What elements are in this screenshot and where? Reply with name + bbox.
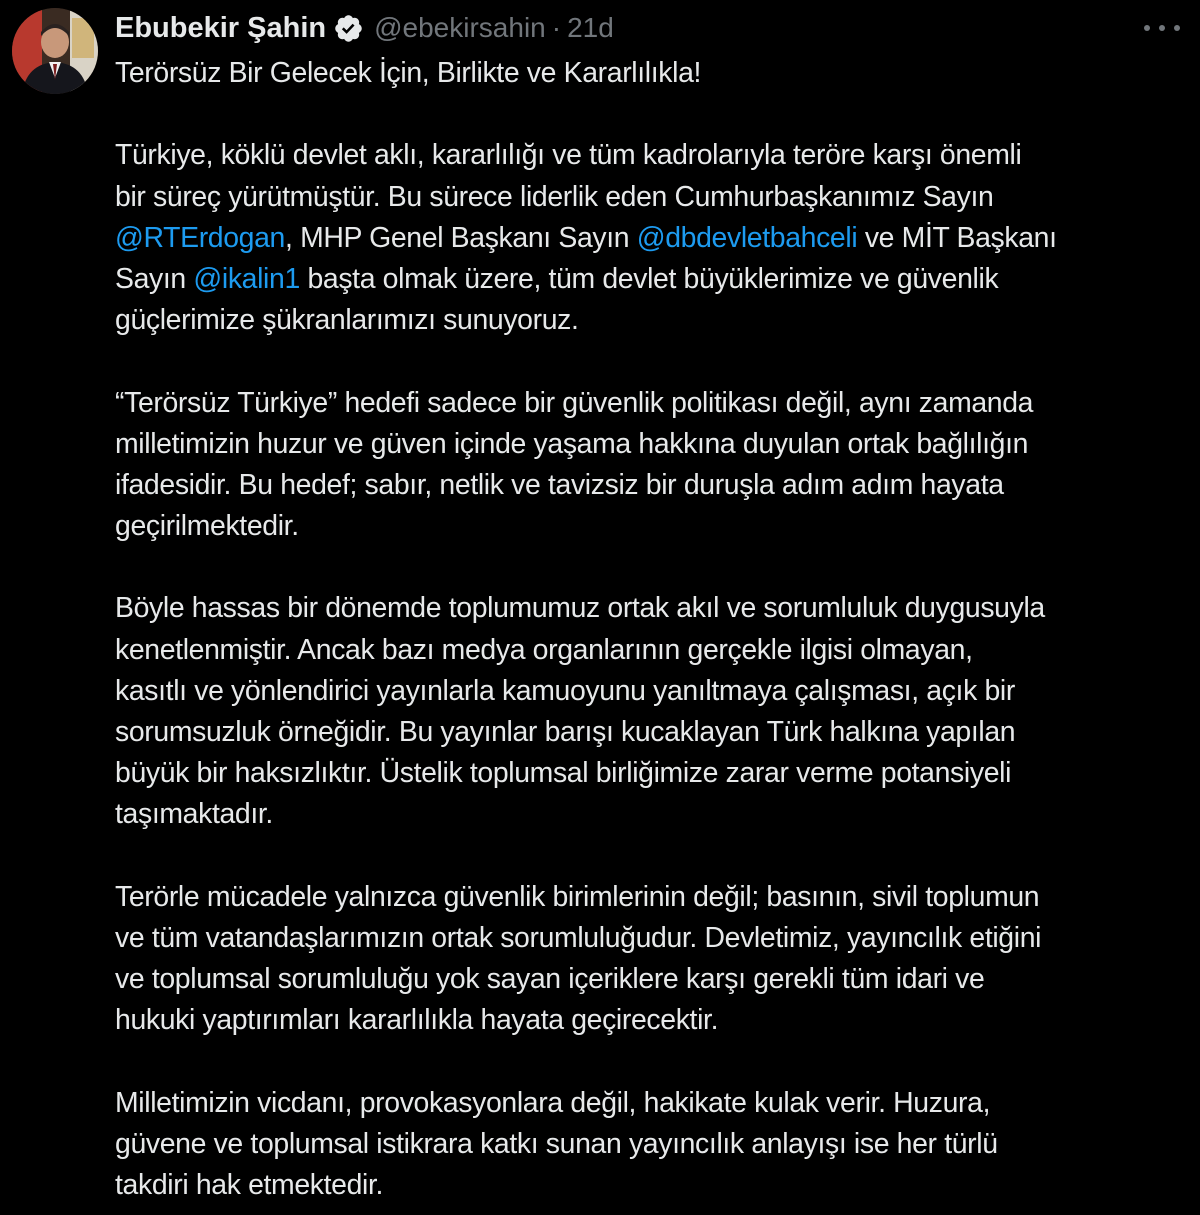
more-options-icon[interactable] (1144, 14, 1180, 42)
tweet-line: kasıtlı ve yönlendirici yayınlarla kamuoyunu yanıltmaya çalışması, açık bir (115, 674, 1015, 707)
tweet-line: ve tüm vatandaşlarımızın ortak sorumluluğudur. Devletimiz, yayıncılık etiğini (115, 921, 1042, 954)
tweet-line: büyük bir haksızlıktır. Üstelik toplumsal birliğimize zarar verme potansiyeli (115, 757, 1012, 790)
tweet-line: güçlerimize şükranlarımızı sunuyoruz. (115, 304, 579, 337)
tweet-line (115, 218, 1200, 259)
tweet-line: sorumsuzluk örneğidir. Bu yayınlar barışı kucaklayan Türk halkına yapılan (115, 716, 1016, 748)
tweet-text-fragment: , MHP Genel Başkanı Sayın (285, 221, 637, 254)
tweet-line: Böyle hassas bir dönemde toplumumuz ortak akıl ve sorumluluk duygusuyla (115, 592, 1045, 625)
verified-badge-icon (333, 13, 364, 44)
tweet-text-fragment: başta olmak üzere, tüm devlet büyüklerimize ve güvenlik (299, 262, 999, 295)
tweet-line: Terörle mücadele yalnızca güvenlik birimlerinin değil; basının, sivil toplumun (115, 880, 1040, 913)
author-handle[interactable]: @ebekirsahin (374, 12, 546, 43)
author-avatar[interactable] (12, 8, 98, 94)
tweet-line (115, 259, 1200, 300)
tweet-line: ifadesidir. Bu hedef; sabır, netlik ve tavizsiz bir duruşla adım adım hayata (115, 468, 1004, 501)
tweet-line: taşımaktadır. (115, 798, 273, 831)
tweet-line: “Terörsüz Türkiye” hedefi sadece bir güvenlik politikası değil, aynı zamanda (115, 386, 1034, 419)
more-dot (1144, 25, 1150, 31)
mention-link[interactable]: @dbdevletbahceli (636, 221, 858, 254)
tweet-header (115, 8, 614, 48)
tweet-line: Milletimizin vicdanı, provokasyonlara değil, hakikate kulak verir. Huzura, (115, 1086, 991, 1119)
tweet-line: takdiri hak etmektedir. (115, 1169, 384, 1202)
tweet-line: geçirilmektedir. (115, 510, 299, 543)
more-dot (1159, 25, 1165, 31)
profile-photo-icon (12, 8, 98, 94)
tweet-line: bir süreç yürütmüştür. Bu sürece liderlik eden Cumhurbaşkanımız Sayın (115, 180, 994, 213)
tweet-line: hukuki yaptırımları kararlılıkla hayata geçirecektir. (115, 1004, 719, 1037)
tweet-line: güvene ve toplumsal istikrara katkı sunan yayıncılık anlayışı ise her türlü (115, 1127, 998, 1160)
tweet-line: ve toplumsal sorumluluğu yok sayan içeriklere karşı gerekli tüm idari ve (115, 963, 985, 996)
tweet-text-fragment: Sayın (115, 262, 194, 295)
header-separator: · (551, 12, 562, 43)
tweet-line: Türkiye, köklü devlet aklı, kararlılığı ve tüm kadrolarıyla teröre karşı önemli (115, 139, 1022, 172)
tweet-text (115, 53, 1200, 1206)
more-dot (1174, 25, 1180, 31)
tweet-text-fragment: ve MİT Başkanı (857, 221, 1057, 254)
tweet-title-line: Terörsüz Bir Gelecek İçin, Birlikte ve Kararlılıkla! (115, 57, 702, 89)
author-display-name[interactable]: Ebubekir Şahin (115, 11, 327, 44)
tweet-timestamp[interactable]: 21d (567, 12, 614, 43)
mention-link[interactable]: @RTErdogan (115, 221, 285, 254)
tweet-line: milletimizin huzur ve güven içinde yaşama hakkına duyulan ortak bağlılığın (115, 427, 1029, 460)
tweet-line: kenetlenmiştir. Ancak bazı medya organlarının gerçekle ilgisi olmayan, (115, 633, 973, 666)
mention-link[interactable]: @ikalin1 (193, 262, 300, 295)
